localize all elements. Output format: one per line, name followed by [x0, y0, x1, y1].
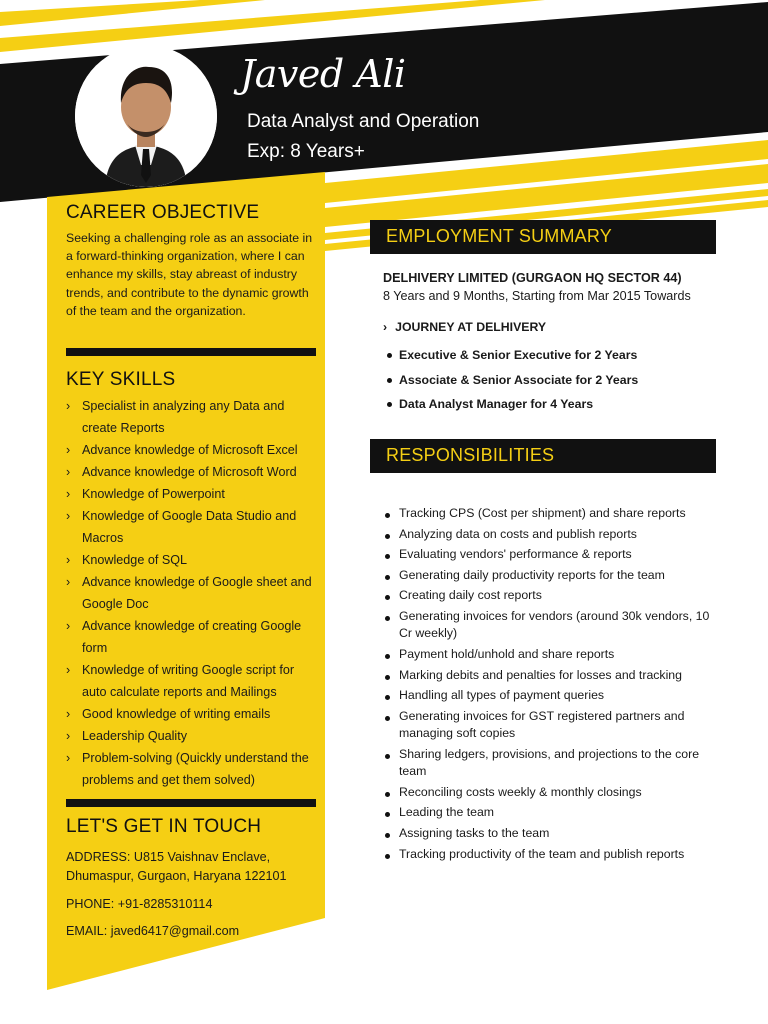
job-title: Data Analyst and Operation	[247, 111, 480, 132]
role-text: Executive & Senior Executive for 2 Years	[399, 348, 638, 362]
bullet-icon	[385, 833, 390, 838]
bullet-icon	[385, 675, 390, 680]
company-name: DELHIVERY LIMITED (GURGAON HQ SECTOR 44)	[383, 271, 682, 285]
contact-address: ADDRESS: U815 Vaishnav Enclave, Dhumaspur, Gurgaon, Haryana 122101	[66, 850, 287, 883]
responsibility-text: Handling all types of payment queries	[399, 688, 605, 703]
skill-text: Leadership Quality	[82, 729, 188, 743]
profile-photo	[75, 45, 217, 187]
skill-text: Advance knowledge of creating Google form	[82, 619, 302, 655]
bullet-icon	[385, 534, 390, 539]
responsibility-text: Evaluating vendors' performance & reports	[399, 547, 632, 562]
responsibility-item	[383, 608, 723, 643]
chevron-right-icon: ›	[66, 575, 71, 589]
responsibility-item	[383, 687, 723, 704]
key-skills-list	[66, 395, 320, 791]
career-objective-section	[66, 202, 320, 320]
responsibility-text: Analyzing data on costs and publish reports	[399, 526, 637, 541]
responsibility-text: Tracking CPS (Cost per shipment) and share reports	[399, 506, 686, 520]
responsibility-text: Marking debits and penalties for losses and tracking	[399, 667, 682, 682]
responsibility-item	[383, 526, 723, 543]
responsibility-item	[383, 784, 723, 801]
skill-text: Knowledge of Google Data Studio and Macros	[82, 509, 297, 545]
chevron-right-icon: ›	[66, 465, 71, 479]
skill-item	[66, 571, 320, 615]
skill-item	[66, 615, 320, 659]
bullet-icon	[385, 695, 390, 700]
responsibility-item	[383, 708, 723, 743]
skill-item	[66, 747, 320, 791]
chevron-right-icon: ›	[66, 729, 71, 743]
skill-text: Advance knowledge of Microsoft Excel	[82, 443, 298, 457]
skill-item	[66, 549, 320, 571]
responsibility-item	[383, 825, 723, 842]
role-item	[385, 368, 638, 393]
key-skills-title: KEY SKILLS	[66, 369, 176, 390]
bullet-icon	[387, 402, 392, 407]
responsibility-text: Sharing ledgers, provisions, and projections to the core team	[399, 746, 700, 779]
bullet-icon	[385, 595, 390, 600]
responsibility-text: Generating daily productivity reports for the team	[399, 567, 665, 582]
bullet-icon	[385, 616, 390, 621]
skill-item	[66, 439, 320, 461]
section-divider	[66, 799, 316, 807]
bullet-icon	[385, 754, 390, 759]
chevron-right-icon: ›	[66, 619, 71, 633]
bullet-icon	[385, 575, 390, 580]
skill-item	[66, 461, 320, 483]
responsibilities-list	[383, 505, 723, 866]
chevron-right-icon: ›	[66, 751, 71, 765]
skill-item	[66, 725, 320, 747]
employment-summary-header	[370, 220, 716, 254]
skill-item	[66, 483, 320, 505]
roles-list	[385, 343, 638, 417]
person-portrait-icon	[75, 45, 217, 187]
career-objective-title: CAREER OBJECTIVE	[66, 202, 260, 223]
bullet-icon	[385, 854, 390, 859]
contact-section	[66, 816, 320, 941]
bullet-icon	[385, 812, 390, 817]
bullet-icon	[387, 378, 392, 383]
bullet-icon	[385, 513, 390, 518]
responsibility-item	[383, 667, 723, 684]
bullet-icon	[387, 353, 392, 358]
responsibility-item	[383, 546, 723, 563]
role-text: Data Analyst Manager for 4 Years	[399, 397, 594, 411]
employment-summary-title: EMPLOYMENT SUMMARY	[386, 226, 612, 246]
responsibilities-title: RESPONSIBILITIES	[386, 445, 555, 465]
contact-title: LET'S GET IN TOUCH	[66, 816, 262, 837]
role-text: Associate & Senior Associate for 2 Years	[399, 372, 639, 387]
role-item	[385, 392, 638, 417]
responsibility-text: Creating daily cost reports	[399, 588, 542, 603]
skill-item	[66, 395, 320, 439]
role-item	[385, 343, 638, 368]
person-name: Javed Ali	[240, 52, 406, 96]
responsibility-text: Reconciling costs weekly & monthly closings	[399, 784, 642, 799]
chevron-right-icon: ›	[66, 663, 71, 677]
key-skills-section	[66, 369, 320, 791]
responsibility-text: Tracking productivity of the team and publish reports	[399, 846, 685, 861]
section-divider	[66, 348, 316, 356]
responsibility-text: Generating invoices for vendors (around 30k vendors, 10 Cr weekly)	[399, 608, 710, 641]
contact-email[interactable]: EMAIL: javed6417@gmail.com	[66, 924, 240, 938]
bullet-icon	[385, 792, 390, 797]
responsibility-text: Generating invoices for GST registered partners and managing soft copies	[399, 708, 685, 741]
responsibility-item	[383, 746, 723, 781]
journey-label: JOURNEY AT DELHIVERY	[395, 320, 547, 334]
bullet-icon	[385, 716, 390, 721]
chevron-right-icon: ›	[66, 399, 71, 413]
skill-item	[66, 659, 320, 703]
bullet-icon	[385, 654, 390, 659]
responsibilities-header	[370, 439, 716, 473]
career-objective-text: Seeking a challenging role as an associate in a forward-thinking organization, where I can enhance my skills, stay abreast of industry trends, and contribute to the dynamic growth of the team and the organization.	[66, 231, 313, 318]
skill-text: Problem-solving (Quickly understand the problems and get them solved)	[82, 751, 309, 787]
skill-text: Specialist in analyzing any Data and create Reports	[82, 399, 285, 435]
responsibility-text: Assigning tasks to the team	[399, 825, 550, 840]
responsibility-item	[383, 505, 723, 522]
skill-item	[66, 505, 320, 549]
journey-heading	[383, 320, 546, 334]
experience-years: Exp: 8 Years+	[247, 141, 365, 162]
responsibility-item	[383, 804, 723, 821]
chevron-right-icon: ›	[66, 553, 71, 567]
chevron-right-icon: ›	[383, 320, 388, 334]
contact-phone: PHONE: +91-8285310114	[66, 897, 213, 911]
responsibility-item	[383, 567, 723, 584]
skill-text: Advance knowledge of Microsoft Word	[82, 465, 297, 479]
responsibility-item	[383, 646, 723, 663]
responsibility-text: Leading the team	[399, 805, 495, 820]
chevron-right-icon: ›	[66, 443, 71, 457]
skill-item	[66, 703, 320, 725]
bullet-icon	[385, 554, 390, 559]
employment-duration: 8 Years and 9 Months, Starting from Mar 2015 Towards	[383, 289, 691, 303]
skill-text: Knowledge of writing Google script for auto calculate reports and Mailings	[82, 663, 295, 699]
chevron-right-icon: ›	[66, 487, 71, 501]
skill-text: Knowledge of Powerpoint	[82, 487, 225, 501]
responsibility-item	[383, 846, 723, 863]
skill-text: Knowledge of SQL	[82, 553, 188, 567]
skill-text: Advance knowledge of Google sheet and Google Doc	[82, 575, 312, 611]
responsibility-text: Payment hold/unhold and share reports	[399, 646, 615, 661]
skill-text: Good knowledge of writing emails	[82, 707, 271, 721]
chevron-right-icon: ›	[66, 707, 71, 721]
chevron-right-icon: ›	[66, 509, 71, 523]
responsibility-item	[383, 587, 723, 604]
